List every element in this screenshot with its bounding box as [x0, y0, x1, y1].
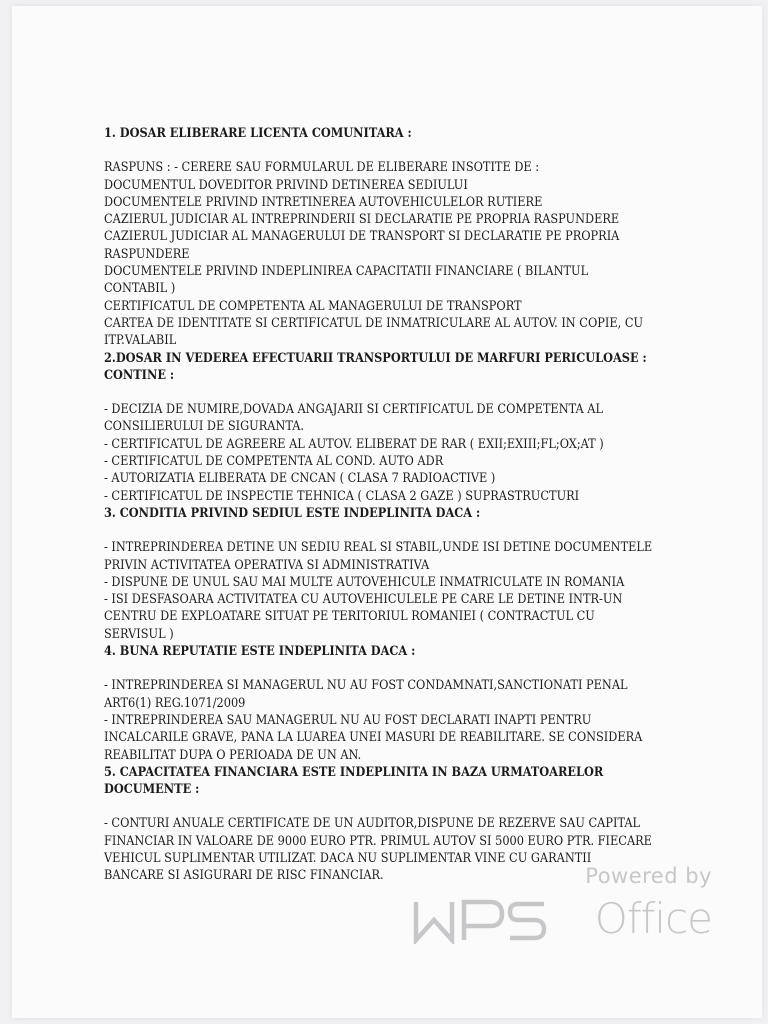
blank-line: [104, 521, 716, 538]
text-line: BANCARE SI ASIGURARI DE RISC FINANCIAR.: [104, 867, 384, 883]
text-line: DOCUMENTELE PRIVIND INDEPLINIREA CAPACITATII FINANCIARE ( BILANTUL: [104, 263, 589, 279]
blank-line: [104, 797, 716, 814]
text-line: REABILITAT DUPA O PERIOADA DE UN AN.: [104, 746, 362, 762]
text-line: - ISI DESFASOARA ACTIVITATEA CU AUTOVEHICULELE PE CARE LE DETINE INTR-UN: [104, 591, 623, 607]
text-line: CONSILIERULUI DE SIGURANTA.: [104, 418, 304, 434]
text-line: PRIVIN ACTIVITATEA OPERATIVA SI ADMINISTRATIVA: [104, 556, 430, 572]
text-line: - CONTURI ANUALE CERTIFICATE DE UN AUDITOR,DISPUNE DE REZERVE SAU CAPITAL: [104, 815, 641, 831]
scanned-page: [12, 6, 762, 1018]
section-heading-line: 3. CONDITIA PRIVIND SEDIUL ESTE INDEPLINITA DACA :: [104, 504, 481, 520]
blank-line: [104, 383, 716, 400]
text-line: - CERTIFICATUL DE AGREERE AL AUTOV. ELIBERAT DE RAR ( EXII;EXIII;FL;OX;AT ): [104, 435, 604, 451]
text-line: CONTABIL ): [104, 280, 176, 296]
text-line: RASPUNDERE: [104, 245, 190, 261]
text-line: ITP.VALABIL: [104, 332, 177, 348]
wps-office-watermark: [412, 864, 712, 944]
blank-line: [104, 141, 716, 158]
text-line: CENTRU DE EXPLOATARE SITUAT PE TERITORIUL ROMANIEI ( CONTRACTUL CU: [104, 608, 595, 624]
section-heading-line: 2.DOSAR IN VEDEREA EFECTUARII TRANSPORTULUI DE MARFURI PERICULOASE :: [104, 349, 647, 365]
text-line: SERVISUL ): [104, 625, 174, 641]
text-line: - INTREPRINDEREA SAU MANAGERUL NU AU FOST DECLARATI INAPTI PENTRU: [104, 711, 592, 727]
section-heading-line: DOCUMENTE :: [104, 781, 200, 797]
text-line: - CERTIFICATUL DE INSPECTIE TEHNICA ( CLASA 2 GAZE ) SUPRASTRUCTURI: [104, 487, 580, 503]
text-line: CAZIERUL JUDICIAR AL MANAGERULUI DE TRANSPORT SI DECLARATIE PE PROPRIA: [104, 228, 620, 244]
text-line: CERTIFICATUL DE COMPETENTA AL MANAGERULUI DE TRANSPORT: [104, 297, 522, 313]
text-line: CARTEA DE IDENTITATE SI CERTIFICATUL DE INMATRICULARE AL AUTOV. IN COPIE, CU: [104, 314, 644, 330]
text-line: VEHICUL SUPLIMENTAR UTILIZAT. DACA NU SUPLIMENTAR VINE CU GARANTII: [104, 849, 592, 865]
text-line: CAZIERUL JUDICIAR AL INTREPRINDERII SI DECLARATIE PE PROPRIA RASPUNDERE: [104, 211, 620, 227]
section-heading-line: 4. BUNA REPUTATIE ESTE INDEPLINITA DACA :: [104, 643, 416, 659]
text-line: RASPUNS : - CERERE SAU FORMULARUL DE ELIBERARE INSOTITE DE :: [104, 159, 540, 175]
section-heading-line: CONTINE :: [104, 366, 175, 382]
text-line: INCALCARILE GRAVE, PANA LA LUAREA UNEI MASURI DE REABILITARE. SE CONSIDERA: [104, 729, 643, 745]
text-line: FINANCIAR IN VALOARE DE 9000 EURO PTR. PRIMUL AUTOV SI 5000 EURO PTR. FIECARE: [104, 832, 652, 848]
section-heading-line: 5. CAPACITATEA FINANCIARA ESTE INDEPLINITA IN BAZA URMATOARELOR: [104, 763, 604, 779]
watermark-powered-by: Powered by: [585, 864, 712, 888]
blank-line: [104, 659, 716, 676]
section-heading-line: 1. DOSAR ELIBERARE LICENTA COMUNITARA :: [104, 125, 412, 140]
document-body: [104, 124, 716, 884]
text-line: - DECIZIA DE NUMIRE,DOVADA ANGAJARII SI CERTIFICATUL DE COMPETENTA AL: [104, 401, 603, 417]
watermark-office: Office: [594, 894, 712, 943]
text-line: - INTREPRINDEREA DETINE UN SEDIU REAL SI STABIL,UNDE ISI DETINE DOCUMENTELE: [104, 539, 653, 555]
text-line: DOCUMENTUL DOVEDITOR PRIVIND DETINEREA SEDIULUI: [104, 176, 468, 192]
text-line: DOCUMENTELE PRIVIND INTRETINEREA AUTOVEHICULELOR RUTIERE: [104, 193, 543, 209]
text-line: - INTREPRINDEREA SI MANAGERUL NU AU FOST CONDAMNATI,SANCTIONATI PENAL: [104, 677, 628, 693]
text-line: - DISPUNE DE UNUL SAU MAI MULTE AUTOVEHICULE INMATRICULATE IN ROMANIA: [104, 573, 625, 589]
text-line: ART6(1) REG.1071/2009: [104, 694, 246, 710]
text-line: - AUTORIZATIA ELIBERATA DE CNCAN ( CLASA 7 RADIOACTIVE ): [104, 470, 496, 486]
text-line: - CERTIFICATUL DE COMPETENTA AL COND. AUTO ADR: [104, 453, 444, 469]
